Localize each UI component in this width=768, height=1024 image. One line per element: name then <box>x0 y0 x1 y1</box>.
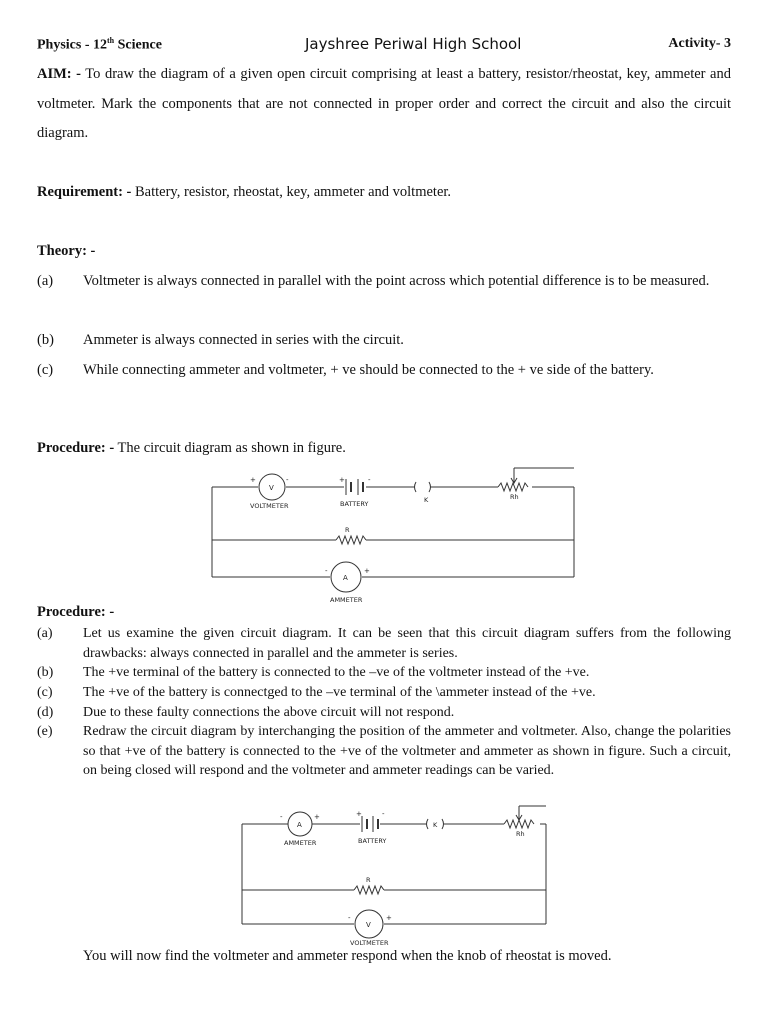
voltmeter-label: VOLTMETER <box>250 502 289 510</box>
plus-sign: + <box>250 476 256 484</box>
minus-sign: - <box>382 810 385 818</box>
rheostat-symbol <box>498 483 528 491</box>
header-subject: Physics - 12th Science <box>37 36 162 53</box>
resistor-symbol <box>354 886 384 894</box>
voltmeter-label: VOLTMETER <box>350 939 389 947</box>
procedure-intro: Procedure: - The circuit diagram as shown in figure. <box>37 440 346 456</box>
battery-symbol <box>346 479 363 495</box>
battery-label: BATTERY <box>340 500 369 508</box>
rheostat-label: Rh <box>516 830 525 838</box>
plus-sign: + <box>314 813 320 821</box>
minus-sign: - <box>325 567 328 575</box>
procedure-heading: Procedure: - <box>37 604 115 620</box>
corrected-circuit-diagram <box>232 802 552 948</box>
minus-sign: - <box>368 476 371 484</box>
requirement-paragraph: Requirement: - Battery, resistor, rheostat, key, ammeter and voltmeter. <box>37 184 452 200</box>
resistor-symbol <box>336 536 366 544</box>
key-label: K <box>424 496 429 504</box>
resistor-label: R <box>366 876 371 884</box>
plus-sign: + <box>364 567 370 575</box>
header-school: Jayshree Periwal High School <box>305 35 522 53</box>
rheostat-symbol <box>504 820 534 828</box>
conclusion-text: You will now find the voltmeter and ammeter respond when the knob of rheostat is moved. <box>83 948 612 964</box>
minus-sign: - <box>348 914 351 922</box>
minus-sign: - <box>280 813 283 821</box>
theory-heading: Theory: - <box>37 243 96 259</box>
header-activity: Activity- 3 <box>668 36 731 51</box>
meter-top-letter: V <box>269 484 274 492</box>
minus-sign: - <box>286 476 289 484</box>
rheostat-label: Rh <box>510 493 519 501</box>
key-symbol <box>415 482 417 492</box>
aim-paragraph: AIM: - To draw the diagram of a given open circuit comprising at least a battery, resistor/rheostat, key, ammeter and voltmeter. Mark the components that are not connected in proper order and correct the circuit and also the circuit diagram. <box>37 66 731 141</box>
ammeter-label: AMMETER <box>284 839 317 847</box>
battery-symbol <box>362 816 378 832</box>
meter-bottom-letter: A <box>343 574 348 582</box>
ammeter-label: AMMETER <box>330 596 363 604</box>
key-label: K <box>433 821 438 829</box>
faulty-circuit-diagram <box>200 462 580 604</box>
meter-top-letter: A <box>297 821 302 829</box>
battery-label: BATTERY <box>358 837 387 845</box>
plus-sign: + <box>386 914 392 922</box>
plus-sign: + <box>356 810 362 818</box>
meter-bottom-letter: V <box>366 921 371 929</box>
plus-sign: + <box>339 476 345 484</box>
key-symbol <box>427 819 429 829</box>
resistor-label: R <box>345 526 350 534</box>
